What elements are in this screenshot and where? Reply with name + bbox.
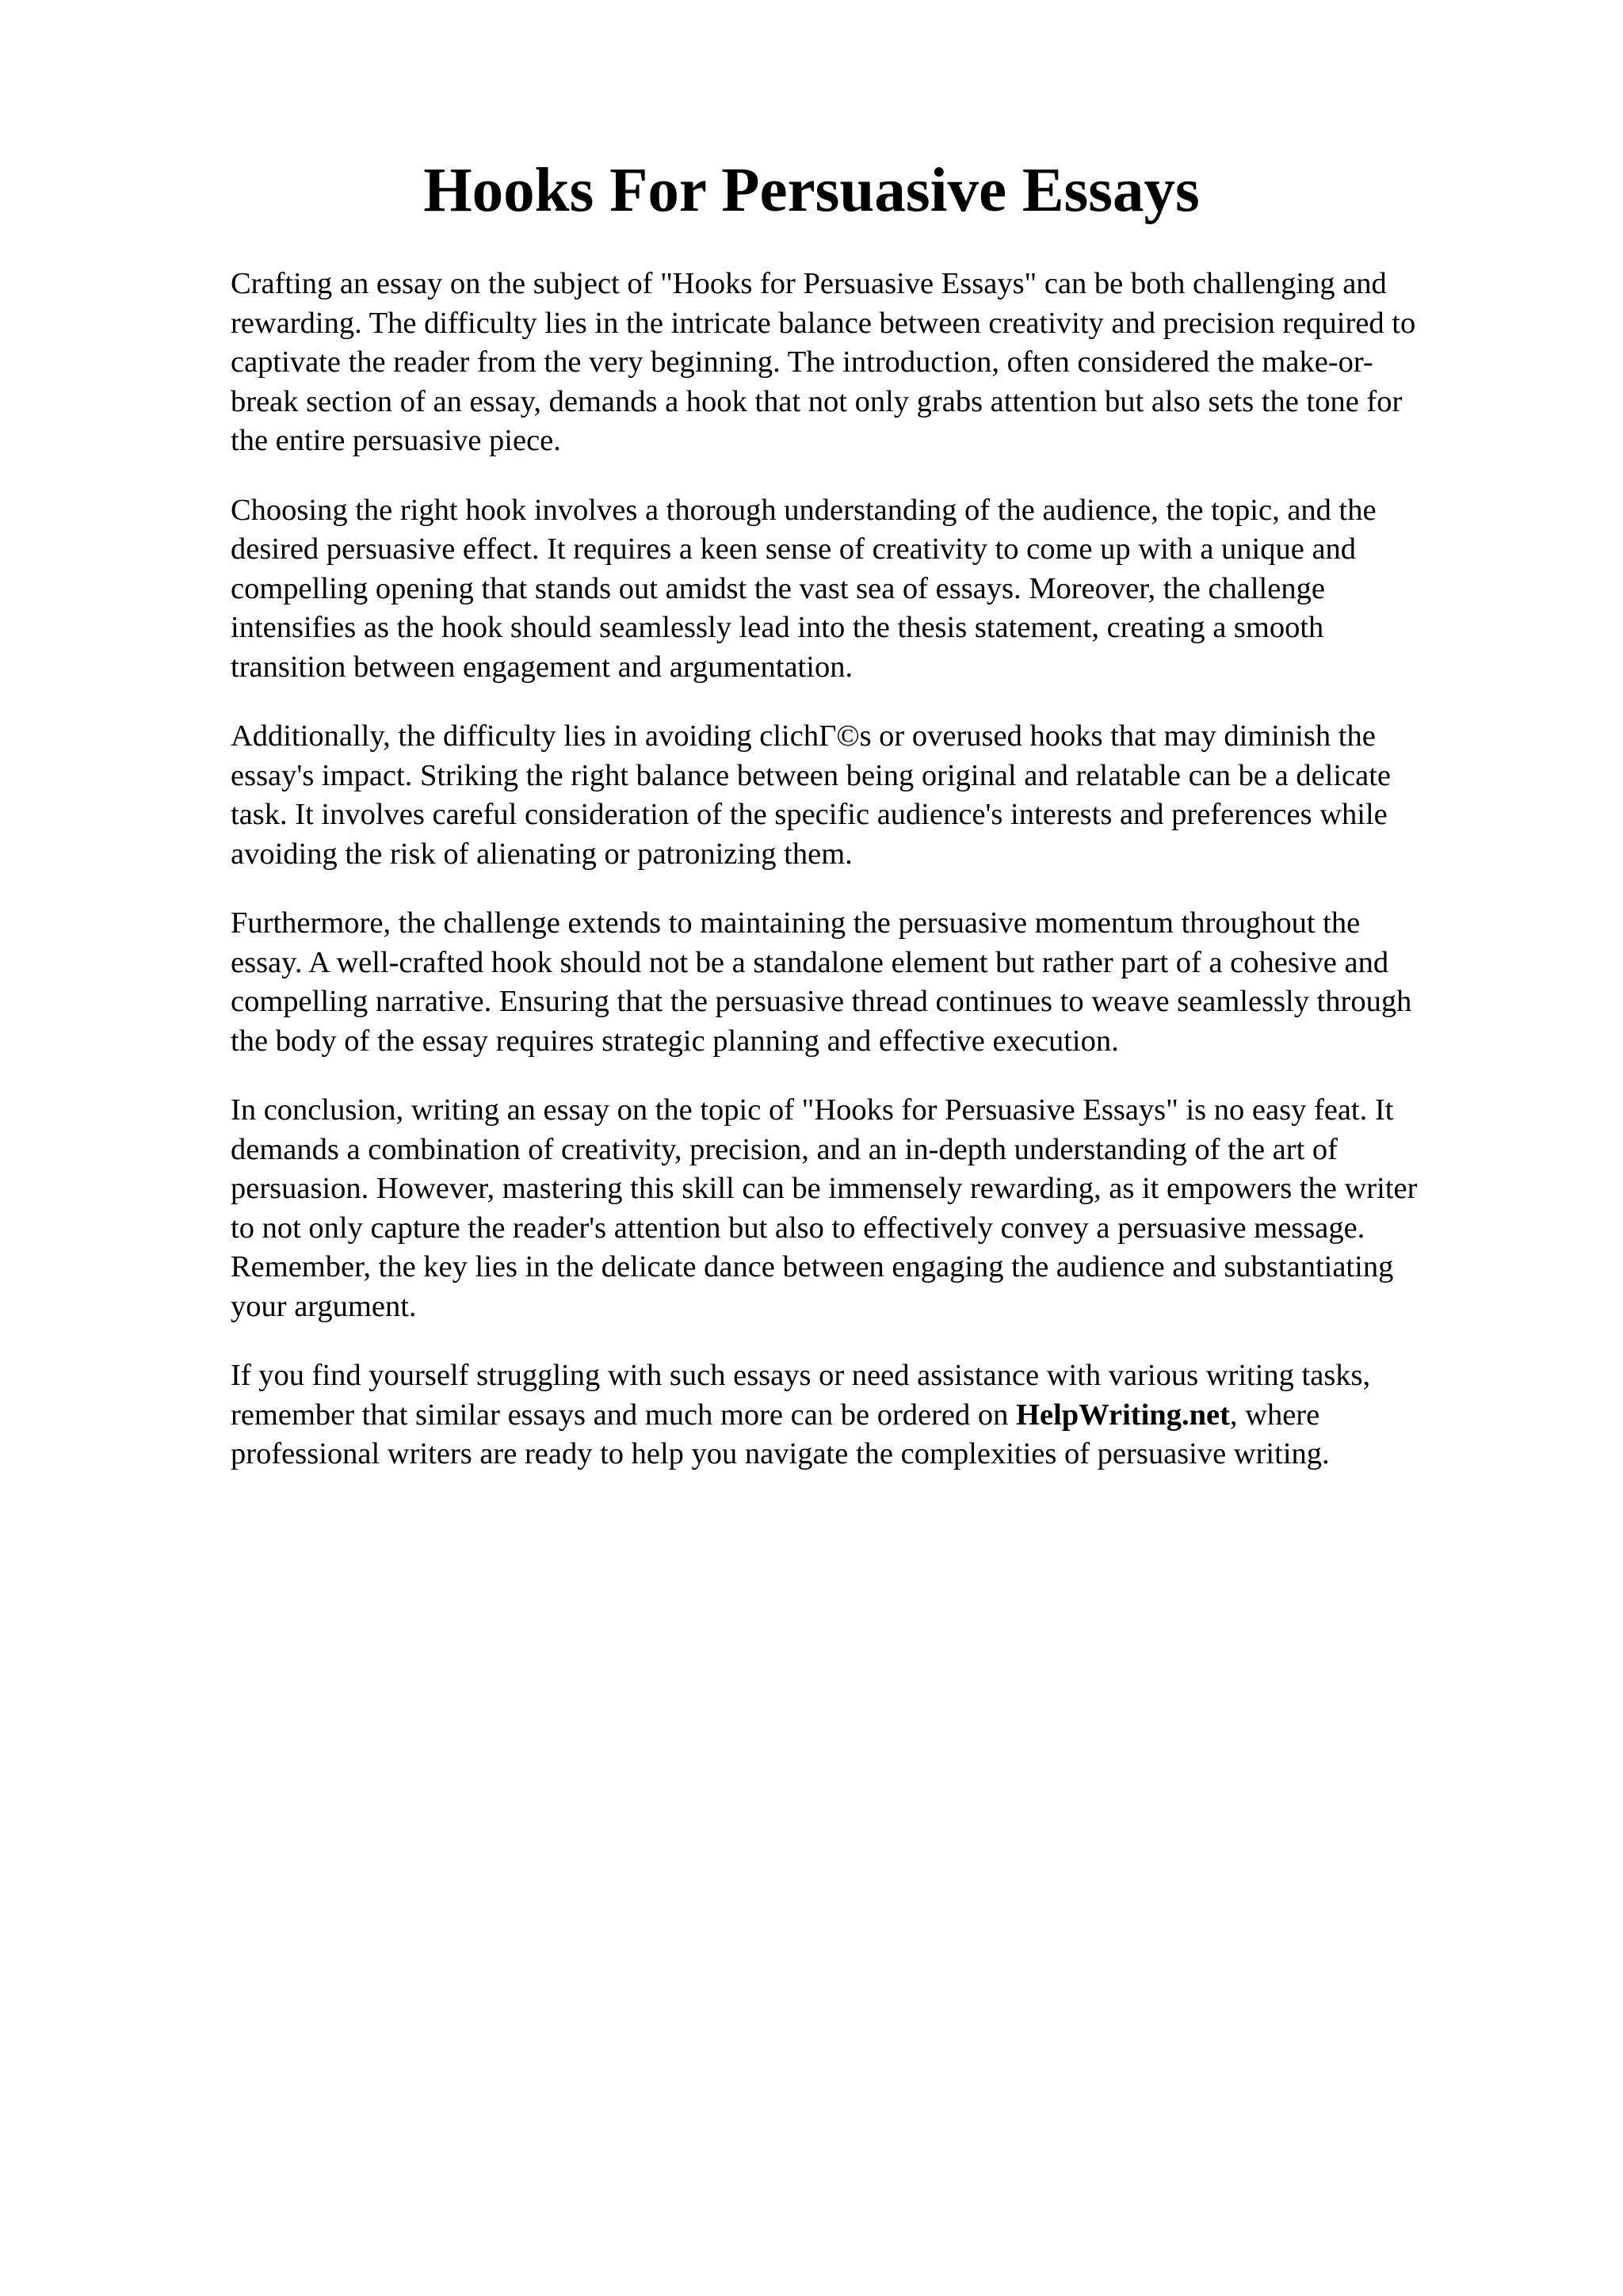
paragraph-line: essay. A well-crafted hook should not be a standalone element but rather part of a cohesive and bbox=[231, 945, 1389, 979]
paragraph-line: Crafting an essay on the subject of "Hooks for Persuasive Essays" can be both challenging and bbox=[231, 267, 1387, 300]
paragraph-line: compelling narrative. Ensuring that the persuasive thread continues to weave seamlessly through bbox=[231, 985, 1412, 1018]
paragraph-4 bbox=[231, 904, 1522, 1061]
paragraph-line: In conclusion, writing an essay on the topic of "Hooks for Persuasive Essays" is no easy feat. It bbox=[231, 1093, 1394, 1127]
paragraph-1 bbox=[231, 265, 1522, 461]
paragraph-line: rewarding. The difficulty lies in the intricate balance between creativity and precision required to bbox=[231, 306, 1416, 340]
closing-text: , where bbox=[1229, 1398, 1320, 1432]
essay-body bbox=[231, 265, 1522, 1505]
paragraph-line: Furthermore, the challenge extends to maintaining the persuasive momentum throughout the bbox=[231, 906, 1361, 940]
paragraph-line: professional writers are ready to help you navigate the complexities of persuasive writing. bbox=[231, 1437, 1330, 1470]
paragraph-line: the entire persuasive piece. bbox=[231, 424, 561, 457]
paragraph-line: Additionally, the difficulty lies in avoiding clichΓ©s or overused hooks that may diminish the bbox=[231, 719, 1376, 753]
paragraph-line: task. It involves careful consideration of the specific audience's interests and preferences while bbox=[231, 798, 1388, 831]
page-title: Hooks For Persuasive Essays bbox=[423, 156, 1200, 225]
paragraph-line: intensifies as the hook should seamlessly lead into the thesis statement, creating a smooth bbox=[231, 611, 1324, 644]
paragraph-line bbox=[231, 1396, 1522, 1436]
paragraph-line: the body of the essay requires strategic planning and effective execution. bbox=[231, 1024, 1119, 1058]
paragraph-line: your argument. bbox=[231, 1289, 417, 1323]
paragraph-5 bbox=[231, 1091, 1522, 1326]
paragraph-line: Remember, the key lies in the delicate dance between engaging the audience and substantiating bbox=[231, 1250, 1394, 1283]
paragraph-line: to not only capture the reader's attention but also to effectively convey a persuasive message. bbox=[231, 1211, 1365, 1245]
paragraph-line: persuasion. However, mastering this skill can be immensely rewarding, as it empowers the writer bbox=[231, 1172, 1418, 1205]
paragraph-line: compelling opening that stands out amidst the vast sea of essays. Moreover, the challenge bbox=[231, 571, 1325, 605]
paragraph-line: captivate the reader from the very beginning. The introduction, often considered the make-or- bbox=[231, 345, 1373, 379]
paragraph-line: If you find yourself struggling with such essays or need assistance with various writing tasks, bbox=[231, 1359, 1371, 1392]
paragraph-line: essay's impact. Striking the right balance between being original and relatable can be a delicate bbox=[231, 758, 1392, 792]
paragraph-2 bbox=[231, 491, 1522, 688]
paragraph-3 bbox=[231, 717, 1522, 874]
closing-text: remember that similar essays and much more can be ordered on bbox=[231, 1398, 1017, 1432]
paragraph-line: desired persuasive effect. It requires a keen sense of creativity to come up with a unique and bbox=[231, 532, 1357, 566]
paragraph-line: Choosing the right hook involves a thorough understanding of the audience, the topic, and the bbox=[231, 493, 1377, 527]
helpwriting-link[interactable]: HelpWriting.net bbox=[1016, 1398, 1230, 1432]
paragraph-line: transition between engagement and argumentation. bbox=[231, 650, 854, 684]
paragraph-line: avoiding the risk of alienating or patronizing them. bbox=[231, 837, 853, 871]
closing-paragraph bbox=[231, 1356, 1522, 1474]
paragraph-line: break section of an essay, demands a hook that not only grabs attention but also sets the tone for bbox=[231, 384, 1403, 418]
paragraph-line: demands a combination of creativity, precision, and an in-depth understanding of the art of bbox=[231, 1132, 1338, 1166]
